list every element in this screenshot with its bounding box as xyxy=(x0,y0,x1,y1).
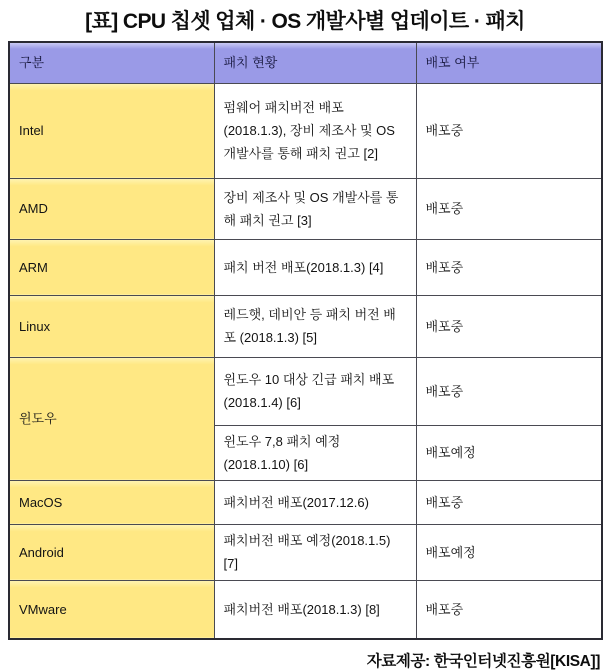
patch-status-cell: 패치버전 배포 예정(2018.1.5) [7] xyxy=(214,524,416,580)
distribution-status-cell: 배포예정 xyxy=(416,524,602,580)
table-row xyxy=(9,480,602,524)
patch-status-cell: 패치버전 배포(2017.12.6) xyxy=(214,480,416,524)
patch-status-cell: 장비 제조사 및 OS 개발사를 통해 패치 권고 [3] xyxy=(214,178,416,239)
distribution-status-cell: 배포중 xyxy=(416,357,602,425)
patch-status-cell: 펌웨어 패치버전 배포(2018.1.3), 장비 제조사 및 OS 개발사를 통해 패치 권고 [2] xyxy=(214,83,416,178)
patch-status-cell: 패치 버전 배포(2018.1.3) [4] xyxy=(214,239,416,295)
table-row xyxy=(9,178,602,239)
vendor-cell: ARM xyxy=(9,239,214,295)
table-row xyxy=(9,580,602,639)
distribution-status-cell: 배포중 xyxy=(416,239,602,295)
col-header-distribution: 배포 여부 xyxy=(416,42,602,83)
distribution-status-cell: 배포중 xyxy=(416,580,602,639)
distribution-status-cell: 배포중 xyxy=(416,480,602,524)
col-header-patch-status: 패치 현황 xyxy=(214,42,416,83)
table-row xyxy=(9,239,602,295)
distribution-status-cell: 배포중 xyxy=(416,295,602,357)
distribution-status-cell: 배포예정 xyxy=(416,425,602,480)
vendor-cell: MacOS xyxy=(9,480,214,524)
data-source-credit: 자료제공: 한국인터넷진흥원[KISA]] xyxy=(366,653,600,670)
col-header-category: 구분 xyxy=(9,42,214,83)
patch-status-cell: 윈도우 7,8 패치 예정(2018.1.10) [6] xyxy=(214,425,416,480)
table-row xyxy=(9,83,602,178)
distribution-status-cell: 배포중 xyxy=(416,83,602,178)
vendor-cell: VMware xyxy=(9,580,214,639)
table-body xyxy=(9,83,602,639)
table-row xyxy=(9,357,602,425)
patch-status-cell: 패치버전 배포(2018.1.3) [8] xyxy=(214,580,416,639)
vendor-cell: Intel xyxy=(9,83,214,178)
vendor-cell: Android xyxy=(9,524,214,580)
vendor-cell: AMD xyxy=(9,178,214,239)
table-row xyxy=(9,524,602,580)
table-row xyxy=(9,295,602,357)
patch-status-cell: 윈도우 10 대상 긴급 패치 배포 (2018.1.4) [6] xyxy=(214,357,416,425)
page-title: [표] CPU 칩셋 업체 · OS 개발사별 업데이트 · 패치 xyxy=(85,10,525,33)
vendor-cell: Linux xyxy=(9,295,214,357)
vendor-cell: 윈도우 xyxy=(9,357,214,480)
distribution-status-cell: 배포중 xyxy=(416,178,602,239)
patch-status-table xyxy=(8,41,603,640)
header-row xyxy=(9,42,602,83)
patch-status-cell: 레드햇, 데비안 등 패치 버전 배포 (2018.1.3) [5] xyxy=(214,295,416,357)
